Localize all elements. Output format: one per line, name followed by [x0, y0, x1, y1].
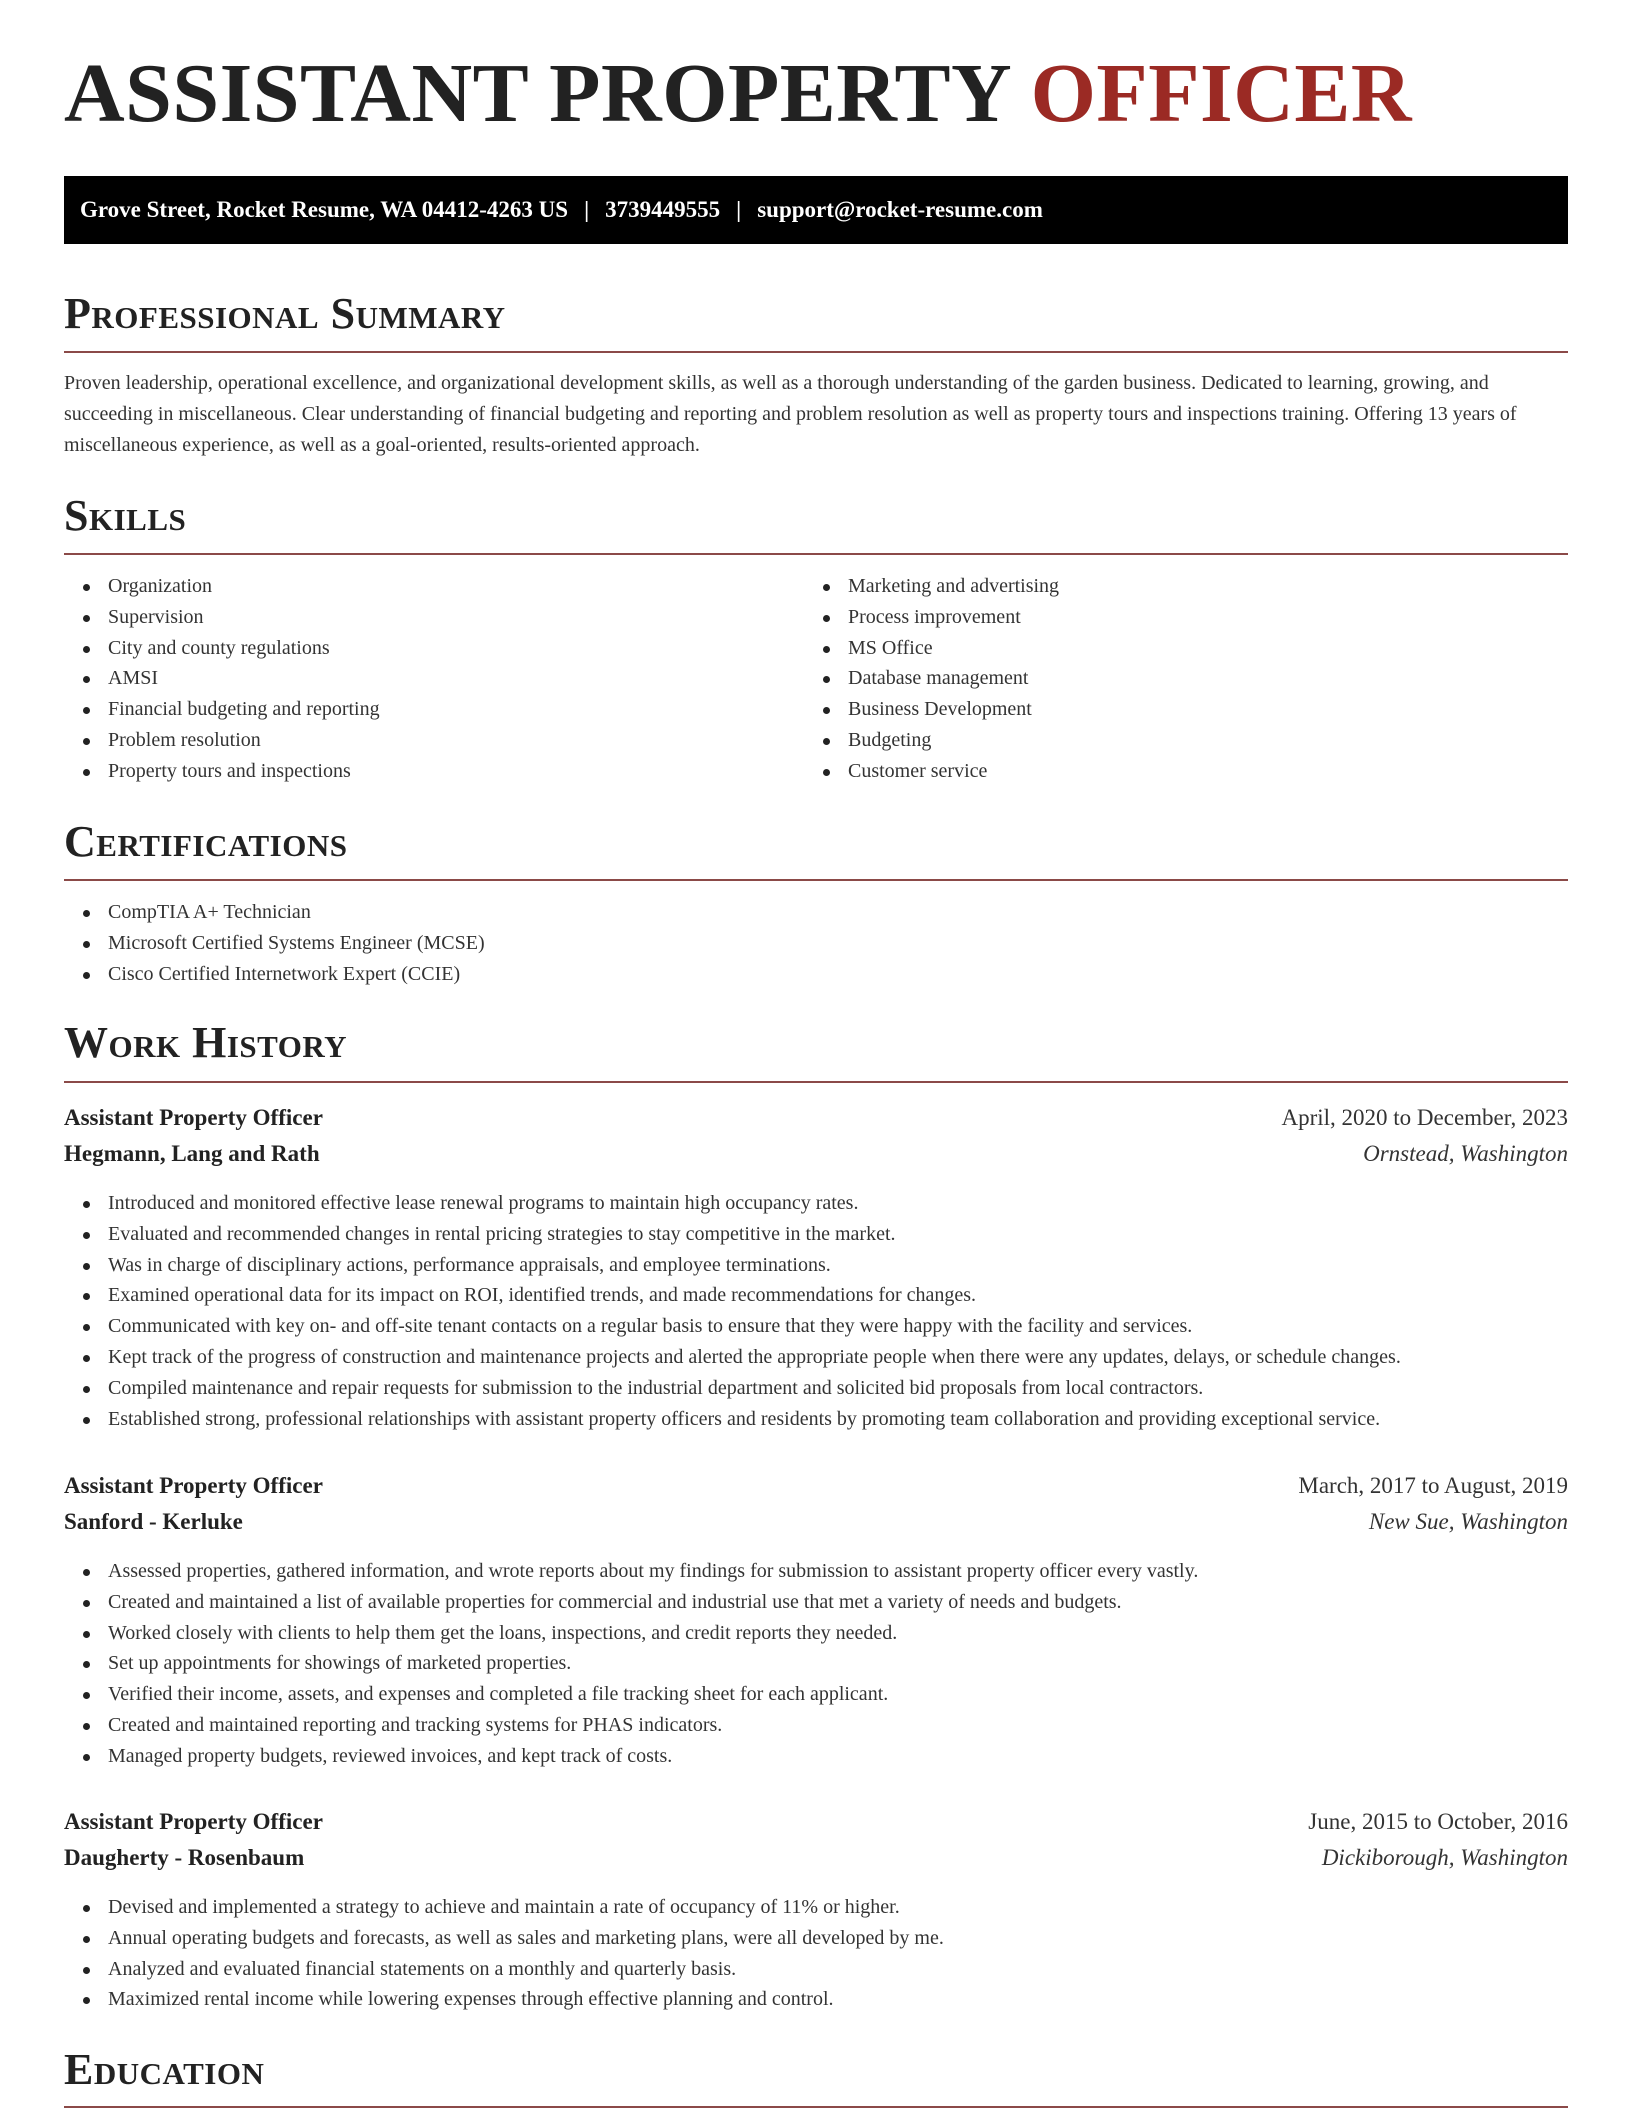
- job-dates: March, 2017 to August, 2019: [1298, 1473, 1568, 1498]
- skills-list-right: [804, 571, 1059, 787]
- resume-name: [64, 47, 1413, 140]
- section-divider: [64, 553, 1568, 555]
- job-company: Sanford - Kerluke: [64, 1509, 243, 1534]
- job-duty-item: Verified their income, assets, and expenses and completed a file tracking sheet for each applicant.: [64, 1679, 1198, 1710]
- job-duty-item: Created and maintained reporting and tracking systems for PHAS indicators.: [64, 1710, 1198, 1741]
- skill-item: Organization: [64, 571, 380, 602]
- job-duty-item: Analyzed and evaluated financial statements on a monthly and quarterly basis.: [64, 1954, 944, 1985]
- job-duty-item: Examined operational data for its impact on ROI, identified trends, and made recommendations for changes.: [64, 1280, 1401, 1311]
- skill-item: Database management: [804, 663, 1059, 694]
- certifications-list: [64, 897, 485, 989]
- skills-list-left: [64, 571, 380, 787]
- job-duty-item: Kept track of the progress of construction and maintenance projects and alerted the appropriate people when there were any updates, delays, or schedule changes.: [64, 1342, 1401, 1373]
- summary-text: Proven leadership, operational excellence, and organizational development skills, as well as a thorough understanding of the garden business. Dedicated to learning, growing, and succeeding in miscellaneous. Clear understanding of financial budgeting and reporting and problem resolution as well as property tours and inspections training. Offering 13 years of miscellaneous experience, as well as a goal-oriented, results-oriented approach.: [64, 372, 1517, 456]
- section-divider: [64, 879, 1568, 881]
- contact-bar: [64, 176, 1568, 244]
- contact-phone: 3739449555: [605, 197, 721, 222]
- contact-address: Grove Street, Rocket Resume, WA 04412-4263 US: [80, 197, 569, 222]
- job-location: Dickiborough, Washington: [1321, 1845, 1568, 1870]
- job-duty-item: Assessed properties, gathered information, and wrote reports about my findings for submission to assistant property officer every vastly.: [64, 1556, 1198, 1587]
- job-duty-item: Created and maintained a list of available properties for commercial and industrial use that met a variety of needs and budgets.: [64, 1587, 1198, 1618]
- job-company: Daugherty - Rosenbaum: [64, 1845, 305, 1870]
- job-location: New Sue, Washington: [1368, 1509, 1568, 1534]
- job-duty-item: Managed property budgets, reviewed invoices, and kept track of costs.: [64, 1741, 1198, 1772]
- job-duty-item: Maximized rental income while lowering expenses through effective planning and control.: [64, 1984, 944, 2015]
- job-duty-item: Was in charge of disciplinary actions, performance appraisals, and employee terminations.: [64, 1250, 1401, 1281]
- section-divider: [64, 1081, 1568, 1083]
- certification-item: Microsoft Certified Systems Engineer (MCSE): [64, 928, 485, 959]
- skill-item: Process improvement: [804, 602, 1059, 633]
- job-duty-item: Worked closely with clients to help them get the loans, inspections, and credit reports they needed.: [64, 1618, 1198, 1649]
- certification-item: CompTIA A+ Technician: [64, 897, 485, 928]
- job-duty-item: Devised and implemented a strategy to achieve and maintain a rate of occupancy of 11% or higher.: [64, 1892, 944, 1923]
- skill-item: MS Office: [804, 633, 1059, 664]
- skill-item: Supervision: [64, 602, 380, 633]
- job-company-row: [64, 1844, 1568, 1872]
- job-header-row: [64, 1472, 1568, 1500]
- skill-item: Problem resolution: [64, 725, 380, 756]
- job-title: Assistant Property Officer: [64, 1105, 323, 1130]
- skill-item: Customer service: [804, 756, 1059, 787]
- job-duty-item: Set up appointments for showings of marketed properties.: [64, 1648, 1198, 1679]
- job-duty-item: Annual operating budgets and forecasts, as well as sales and marketing plans, were all developed by me.: [64, 1923, 944, 1954]
- job-duty-item: Compiled maintenance and repair requests for submission to the industrial department and solicited bid proposals from local contractors.: [64, 1373, 1401, 1404]
- job-company: Hegmann, Lang and Rath: [64, 1141, 320, 1166]
- job-title: Assistant Property Officer: [64, 1809, 323, 1834]
- section-divider: [64, 2106, 1568, 2108]
- job-duties-list: [64, 1188, 1401, 1434]
- section-divider: [64, 351, 1568, 353]
- job-duty-item: Communicated with key on- and off-site tenant contacts on a regular basis to ensure that they were happy with the facility and services.: [64, 1311, 1401, 1342]
- contact-email: support@rocket-resume.com: [757, 197, 1043, 222]
- skill-item: AMSI: [64, 663, 380, 694]
- job-duty-item: Introduced and monitored effective lease renewal programs to maintain high occupancy rates.: [64, 1188, 1401, 1219]
- contact-separator: |: [584, 197, 590, 222]
- skills-heading: Skills: [64, 491, 187, 540]
- skill-item: Business Development: [804, 694, 1059, 725]
- job-duties-list: [64, 1892, 944, 2015]
- job-dates: April, 2020 to December, 2023: [1281, 1105, 1568, 1130]
- skill-item: City and county regulations: [64, 633, 380, 664]
- skill-item: Marketing and advertising: [804, 571, 1059, 602]
- job-header-row: [64, 1808, 1568, 1836]
- job-company-row: [64, 1508, 1568, 1536]
- skill-item: Property tours and inspections: [64, 756, 380, 787]
- education-heading: Education: [64, 2045, 265, 2094]
- contact-separator: |: [736, 197, 742, 222]
- job-title: Assistant Property Officer: [64, 1473, 323, 1498]
- work-history-heading: Work History: [64, 1018, 348, 1067]
- summary-heading: Professional Summary: [64, 289, 506, 338]
- certification-item: Cisco Certified Internetwork Expert (CCIE): [64, 959, 485, 990]
- job-duty-item: Evaluated and recommended changes in rental pricing strategies to stay competitive in the market.: [64, 1219, 1401, 1250]
- skill-item: Financial budgeting and reporting: [64, 694, 380, 725]
- job-duty-item: Established strong, professional relationships with assistant property officers and residents by promoting team collaboration and providing exceptional service.: [64, 1404, 1401, 1435]
- job-location: Ornstead, Washington: [1363, 1141, 1568, 1166]
- job-duties-list: [64, 1556, 1198, 1772]
- skill-item: Budgeting: [804, 725, 1059, 756]
- job-company-row: [64, 1140, 1568, 1168]
- certifications-heading: Certifications: [64, 817, 348, 866]
- job-dates: June, 2015 to October, 2016: [1308, 1809, 1568, 1834]
- job-header-row: [64, 1104, 1568, 1132]
- name-accent: OFFICER: [1030, 47, 1413, 140]
- name-main: ASSISTANT PROPERTY: [64, 47, 1010, 140]
